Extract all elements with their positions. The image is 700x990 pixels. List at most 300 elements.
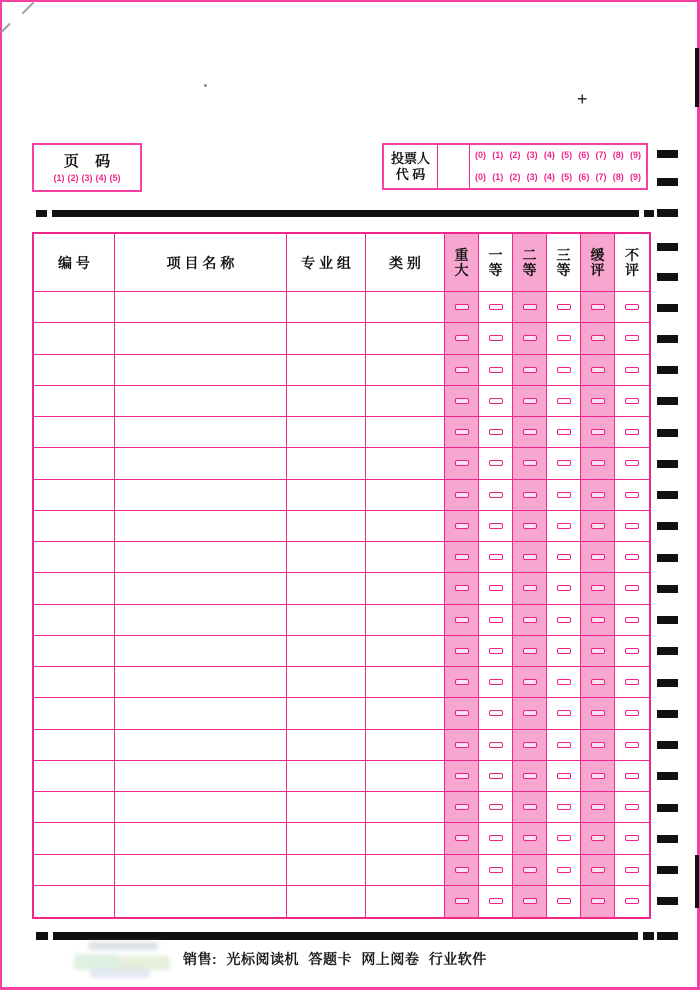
mark-bubble[interactable] <box>557 804 571 810</box>
table-row <box>34 480 649 511</box>
cell-project-name[interactable] <box>115 542 287 573</box>
cell-group[interactable] <box>287 542 366 573</box>
voter-code-digit-bubble[interactable]: (6) <box>578 150 590 161</box>
mark-cell-first <box>479 542 513 573</box>
corner-cut-mark <box>22 2 35 15</box>
mark-bubble[interactable] <box>591 804 605 810</box>
mark-bubble[interactable] <box>591 460 605 466</box>
mark-bubble[interactable] <box>625 429 639 435</box>
voter-code-rows <box>438 145 646 188</box>
mark-bubble[interactable] <box>523 523 537 529</box>
mark-cell-major <box>445 448 479 479</box>
voter-code-digit-bubble[interactable]: (5) <box>561 171 573 182</box>
mark-bubble[interactable] <box>557 773 571 779</box>
cell-category[interactable] <box>366 636 445 667</box>
mark-bubble[interactable] <box>591 367 605 373</box>
mark-cell-first <box>479 355 513 386</box>
timing-mark <box>657 679 678 687</box>
cell-number[interactable] <box>34 761 115 792</box>
table-header-cell: 缓评 <box>581 234 615 292</box>
mark-cell-first <box>479 886 513 917</box>
cell-number[interactable] <box>34 417 115 448</box>
mark-bubble[interactable] <box>557 335 571 341</box>
voter-code-writein-cell[interactable] <box>438 145 470 167</box>
cell-group[interactable] <box>287 886 366 917</box>
mark-cell-none <box>615 573 649 604</box>
mark-bubble[interactable] <box>557 679 571 685</box>
cell-project-name[interactable] <box>115 355 287 386</box>
voter-code-digit-bubble[interactable]: (7) <box>595 150 607 161</box>
table-body <box>34 292 649 917</box>
mark-bubble[interactable] <box>489 304 503 310</box>
cell-project-name[interactable] <box>115 761 287 792</box>
table-header-cell: 不评 <box>615 234 649 292</box>
cell-group[interactable] <box>287 386 366 417</box>
page-number-bubble[interactable]: (4) <box>95 173 107 183</box>
timing-mark <box>657 150 678 158</box>
cell-category[interactable] <box>366 792 445 823</box>
mark-bubble[interactable] <box>489 523 503 529</box>
mark-bubble[interactable] <box>489 554 503 560</box>
voter-code-digit-bubble[interactable]: (4) <box>543 171 555 182</box>
cell-project-name[interactable] <box>115 386 287 417</box>
mark-bubble[interactable] <box>523 554 537 560</box>
mark-bubble[interactable] <box>523 710 537 716</box>
mark-bubble[interactable] <box>489 648 503 654</box>
voter-code-digit-bubble[interactable]: (0) <box>475 150 486 161</box>
cell-number[interactable] <box>34 542 115 573</box>
mark-cell-first <box>479 636 513 667</box>
mark-cell-second <box>513 417 547 448</box>
mark-bubble[interactable] <box>625 835 639 841</box>
cell-category[interactable] <box>366 355 445 386</box>
cell-project-name[interactable] <box>115 730 287 761</box>
timing-mark <box>657 616 678 624</box>
page-number-box <box>32 143 142 192</box>
mark-bubble[interactable] <box>455 648 469 654</box>
mark-cell-major <box>445 417 479 448</box>
mark-bubble[interactable] <box>625 398 639 404</box>
mark-bubble[interactable] <box>625 335 639 341</box>
cell-number[interactable] <box>34 605 115 636</box>
mark-cell-none <box>615 511 649 542</box>
mark-bubble[interactable] <box>489 398 503 404</box>
mark-bubble[interactable] <box>625 679 639 685</box>
voter-code-digit-bubble[interactable]: (7) <box>595 171 607 182</box>
mark-cell-first <box>479 386 513 417</box>
cell-number[interactable] <box>34 667 115 698</box>
mark-cell-deferred <box>581 886 615 917</box>
mark-bubble[interactable] <box>489 804 503 810</box>
cell-category[interactable] <box>366 667 445 698</box>
cell-category[interactable] <box>366 542 445 573</box>
mark-bubble[interactable] <box>625 867 639 873</box>
timing-mark <box>657 932 678 940</box>
mark-bubble[interactable] <box>489 429 503 435</box>
mark-bubble[interactable] <box>455 429 469 435</box>
mark-bubble[interactable] <box>455 835 469 841</box>
mark-cell-second <box>513 480 547 511</box>
cell-category[interactable] <box>366 511 445 542</box>
mark-bubble[interactable] <box>523 898 537 904</box>
mark-cell-major <box>445 792 479 823</box>
cell-number[interactable] <box>34 730 115 761</box>
mark-bubble[interactable] <box>625 710 639 716</box>
voter-code-digit-bubble[interactable]: (3) <box>526 171 538 182</box>
cell-group[interactable] <box>287 698 366 729</box>
mark-bubble[interactable] <box>489 335 503 341</box>
mark-bubble[interactable] <box>625 648 639 654</box>
cell-group[interactable] <box>287 480 366 511</box>
mark-bubble[interactable] <box>455 585 469 591</box>
timing-mark <box>657 835 678 843</box>
mark-bubble[interactable] <box>455 460 469 466</box>
cell-number[interactable] <box>34 323 115 354</box>
timing-mark <box>657 178 678 186</box>
mark-bubble[interactable] <box>489 742 503 748</box>
mark-cell-none <box>615 417 649 448</box>
mark-bubble[interactable] <box>591 742 605 748</box>
mark-bubble[interactable] <box>523 304 537 310</box>
cell-category[interactable] <box>366 448 445 479</box>
voter-code-digit-bubble[interactable]: (2) <box>509 150 521 161</box>
table-header-row <box>34 234 649 292</box>
cell-category[interactable] <box>366 480 445 511</box>
mark-cell-major <box>445 886 479 917</box>
cell-project-name[interactable] <box>115 792 287 823</box>
mark-bubble[interactable] <box>591 429 605 435</box>
mark-bubble[interactable] <box>455 679 469 685</box>
cell-group[interactable] <box>287 636 366 667</box>
mark-bubble[interactable] <box>557 867 571 873</box>
mark-bubble[interactable] <box>557 585 571 591</box>
cell-project-name[interactable] <box>115 823 287 854</box>
mark-bubble[interactable] <box>557 304 571 310</box>
cell-project-name[interactable] <box>115 605 287 636</box>
mark-bubble[interactable] <box>523 398 537 404</box>
mark-bubble[interactable] <box>489 492 503 498</box>
timing-mark <box>657 335 678 343</box>
mark-bubble[interactable] <box>523 492 537 498</box>
mark-bubble[interactable] <box>625 523 639 529</box>
edge-bar-bottom-right <box>695 855 699 908</box>
mark-bubble[interactable] <box>557 648 571 654</box>
cell-number[interactable] <box>34 855 115 886</box>
mark-bubble[interactable] <box>557 429 571 435</box>
mark-cell-first <box>479 480 513 511</box>
cell-group[interactable] <box>287 761 366 792</box>
cell-project-name[interactable] <box>115 323 287 354</box>
mark-bubble[interactable] <box>489 898 503 904</box>
voter-code-digit-bubble[interactable]: (5) <box>561 150 573 161</box>
timing-mark <box>657 491 678 499</box>
mark-cell-third <box>547 730 581 761</box>
voter-code-digit-bubble[interactable]: (2) <box>509 171 521 182</box>
mark-bubble[interactable] <box>455 554 469 560</box>
mark-bubble[interactable] <box>557 367 571 373</box>
mark-bubble[interactable] <box>455 867 469 873</box>
mark-bubble[interactable] <box>455 804 469 810</box>
cell-number[interactable] <box>34 886 115 917</box>
page-number-bubble[interactable]: (2) <box>67 173 79 183</box>
mark-bubble[interactable] <box>455 898 469 904</box>
timing-mark <box>657 647 678 655</box>
mark-bubble[interactable] <box>489 617 503 623</box>
mark-bubble[interactable] <box>489 367 503 373</box>
timing-mark <box>657 710 678 718</box>
mark-bubble[interactable] <box>557 898 571 904</box>
cell-project-name[interactable] <box>115 511 287 542</box>
mark-bubble[interactable] <box>455 773 469 779</box>
mark-cell-third <box>547 698 581 729</box>
mark-bubble[interactable] <box>489 460 503 466</box>
mark-bubble[interactable] <box>557 710 571 716</box>
cell-project-name[interactable] <box>115 855 287 886</box>
mark-bubble[interactable] <box>455 742 469 748</box>
mark-bubble[interactable] <box>591 523 605 529</box>
mark-bubble[interactable] <box>455 492 469 498</box>
mark-bubble[interactable] <box>523 679 537 685</box>
cell-number[interactable] <box>34 292 115 323</box>
mark-bubble[interactable] <box>523 804 537 810</box>
mark-cell-second <box>513 730 547 761</box>
cell-number[interactable] <box>34 511 115 542</box>
mark-bubble[interactable] <box>523 742 537 748</box>
mark-bubble[interactable] <box>455 710 469 716</box>
mark-bubble[interactable] <box>625 742 639 748</box>
cell-group[interactable] <box>287 605 366 636</box>
sync-mark <box>36 210 47 217</box>
table-row <box>34 698 649 729</box>
page-number-bubble[interactable]: (3) <box>81 173 93 183</box>
cell-project-name[interactable] <box>115 292 287 323</box>
mark-cell-deferred <box>581 417 615 448</box>
cell-category[interactable] <box>366 292 445 323</box>
mark-cell-second <box>513 886 547 917</box>
mark-bubble[interactable] <box>591 335 605 341</box>
cell-project-name[interactable] <box>115 417 287 448</box>
mark-cell-second <box>513 292 547 323</box>
mark-cell-major <box>445 292 479 323</box>
mark-cell-second <box>513 573 547 604</box>
cell-project-name[interactable] <box>115 480 287 511</box>
mark-cell-deferred <box>581 698 615 729</box>
cell-group[interactable] <box>287 667 366 698</box>
table-header-cell: 项 目 名 称 <box>115 234 287 292</box>
mark-bubble[interactable] <box>455 304 469 310</box>
table-row <box>34 636 649 667</box>
mark-bubble[interactable] <box>455 335 469 341</box>
mark-cell-deferred <box>581 730 615 761</box>
cell-project-name[interactable] <box>115 698 287 729</box>
cell-group[interactable] <box>287 323 366 354</box>
voter-code-digit-bubble[interactable]: (6) <box>578 171 590 182</box>
mark-cell-second <box>513 667 547 698</box>
mark-bubble[interactable] <box>625 804 639 810</box>
mark-cell-first <box>479 792 513 823</box>
mark-cell-major <box>445 730 479 761</box>
cell-category[interactable] <box>366 323 445 354</box>
mark-bubble[interactable] <box>591 554 605 560</box>
cell-category[interactable] <box>366 730 445 761</box>
timing-mark <box>657 522 678 530</box>
mark-bubble[interactable] <box>557 523 571 529</box>
mark-cell-third <box>547 636 581 667</box>
mark-bubble[interactable] <box>625 585 639 591</box>
cell-group[interactable] <box>287 730 366 761</box>
mark-bubble[interactable] <box>591 585 605 591</box>
mark-bubble[interactable] <box>489 585 503 591</box>
cell-category[interactable] <box>366 855 445 886</box>
cell-group[interactable] <box>287 823 366 854</box>
voter-code-digit-bubble[interactable]: (9) <box>629 171 641 182</box>
mark-bubble[interactable] <box>625 554 639 560</box>
voter-code-digit-bubble[interactable]: (4) <box>543 150 555 161</box>
mark-bubble[interactable] <box>523 460 537 466</box>
mark-bubble[interactable] <box>523 773 537 779</box>
cell-group[interactable] <box>287 448 366 479</box>
cell-group[interactable] <box>287 355 366 386</box>
mark-cell-none <box>615 667 649 698</box>
cell-group[interactable] <box>287 792 366 823</box>
mark-bubble[interactable] <box>523 335 537 341</box>
mark-cell-first <box>479 511 513 542</box>
cell-number[interactable] <box>34 573 115 604</box>
mark-bubble[interactable] <box>591 398 605 404</box>
sync-mark <box>644 210 654 217</box>
timing-mark <box>657 209 678 217</box>
mark-bubble[interactable] <box>591 898 605 904</box>
table-row <box>34 573 649 604</box>
mark-bubble[interactable] <box>591 617 605 623</box>
mark-bubble[interactable] <box>625 460 639 466</box>
mark-bubble[interactable] <box>557 742 571 748</box>
mark-bubble[interactable] <box>557 617 571 623</box>
cell-category[interactable] <box>366 605 445 636</box>
cell-category[interactable] <box>366 386 445 417</box>
voter-code-digit-bubble[interactable]: (1) <box>492 150 504 161</box>
mark-bubble[interactable] <box>557 398 571 404</box>
cell-number[interactable] <box>34 448 115 479</box>
mark-bubble[interactable] <box>455 617 469 623</box>
mark-bubble[interactable] <box>557 554 571 560</box>
mark-bubble[interactable] <box>591 679 605 685</box>
mark-cell-major <box>445 855 479 886</box>
mark-cell-first <box>479 855 513 886</box>
mark-bubble[interactable] <box>489 835 503 841</box>
mark-bubble[interactable] <box>489 773 503 779</box>
timing-mark <box>657 897 678 905</box>
cell-project-name[interactable] <box>115 667 287 698</box>
cell-number[interactable] <box>34 698 115 729</box>
cell-category[interactable] <box>366 823 445 854</box>
mark-cell-first <box>479 448 513 479</box>
cell-number[interactable] <box>34 823 115 854</box>
mark-bubble[interactable] <box>557 492 571 498</box>
table-row <box>34 761 649 792</box>
mark-cell-none <box>615 323 649 354</box>
mark-bubble[interactable] <box>591 710 605 716</box>
mark-bubble[interactable] <box>591 835 605 841</box>
cell-category[interactable] <box>366 761 445 792</box>
mark-cell-third <box>547 542 581 573</box>
mark-bubble[interactable] <box>523 867 537 873</box>
cell-group[interactable] <box>287 292 366 323</box>
mark-bubble[interactable] <box>625 367 639 373</box>
voter-code-digit-bubble[interactable]: (0) <box>475 171 486 182</box>
cell-number[interactable] <box>34 386 115 417</box>
table-row <box>34 292 649 323</box>
page-number-bubble[interactable]: (5) <box>109 173 121 183</box>
mark-bubble[interactable] <box>557 460 571 466</box>
mark-bubble[interactable] <box>625 304 639 310</box>
mark-bubble[interactable] <box>557 835 571 841</box>
cell-number[interactable] <box>34 355 115 386</box>
ballot-table <box>32 232 651 919</box>
voter-code-digit-bubble[interactable]: (1) <box>492 171 504 182</box>
cell-number[interactable] <box>34 480 115 511</box>
mark-bubble[interactable] <box>625 898 639 904</box>
cell-number[interactable] <box>34 636 115 667</box>
cell-project-name[interactable] <box>115 636 287 667</box>
page-number-bubble[interactable]: (1) <box>53 173 65 183</box>
cell-category[interactable] <box>366 886 445 917</box>
mark-bubble[interactable] <box>625 492 639 498</box>
mark-bubble[interactable] <box>591 492 605 498</box>
mark-bubble[interactable] <box>523 429 537 435</box>
mark-bubble[interactable] <box>455 367 469 373</box>
mark-bubble[interactable] <box>523 648 537 654</box>
page-number-title: 页 码 <box>63 153 117 170</box>
mark-bubble[interactable] <box>523 585 537 591</box>
cell-project-name[interactable] <box>115 886 287 917</box>
cell-group[interactable] <box>287 511 366 542</box>
cell-category[interactable] <box>366 417 445 448</box>
mark-bubble[interactable] <box>489 710 503 716</box>
table-row <box>34 730 649 761</box>
mark-bubble[interactable] <box>591 773 605 779</box>
cell-category[interactable] <box>366 698 445 729</box>
table-row <box>34 511 649 542</box>
cell-project-name[interactable] <box>115 448 287 479</box>
mark-bubble[interactable] <box>591 648 605 654</box>
mark-bubble[interactable] <box>523 617 537 623</box>
mark-bubble[interactable] <box>625 773 639 779</box>
mark-bubble[interactable] <box>489 679 503 685</box>
voter-code-writein-cell[interactable] <box>438 167 470 189</box>
voter-code-digit-bubble[interactable]: (8) <box>612 150 624 161</box>
mark-bubble[interactable] <box>625 617 639 623</box>
mark-bubble[interactable] <box>523 835 537 841</box>
timing-mark <box>657 429 678 437</box>
cell-group[interactable] <box>287 855 366 886</box>
cell-group[interactable] <box>287 573 366 604</box>
mark-bubble[interactable] <box>489 867 503 873</box>
cell-group[interactable] <box>287 417 366 448</box>
cell-project-name[interactable] <box>115 573 287 604</box>
cell-category[interactable] <box>366 573 445 604</box>
voter-code-digit-bubble[interactable]: (9) <box>629 150 641 161</box>
mark-bubble[interactable] <box>591 304 605 310</box>
voter-code-digit-strip <box>470 145 646 167</box>
cell-number[interactable] <box>34 792 115 823</box>
voter-code-digit-bubble[interactable]: (3) <box>526 150 538 161</box>
mark-bubble[interactable] <box>455 523 469 529</box>
mark-bubble[interactable] <box>455 398 469 404</box>
voter-code-digit-bubble[interactable]: (8) <box>612 171 624 182</box>
mark-bubble[interactable] <box>591 867 605 873</box>
mark-bubble[interactable] <box>523 367 537 373</box>
